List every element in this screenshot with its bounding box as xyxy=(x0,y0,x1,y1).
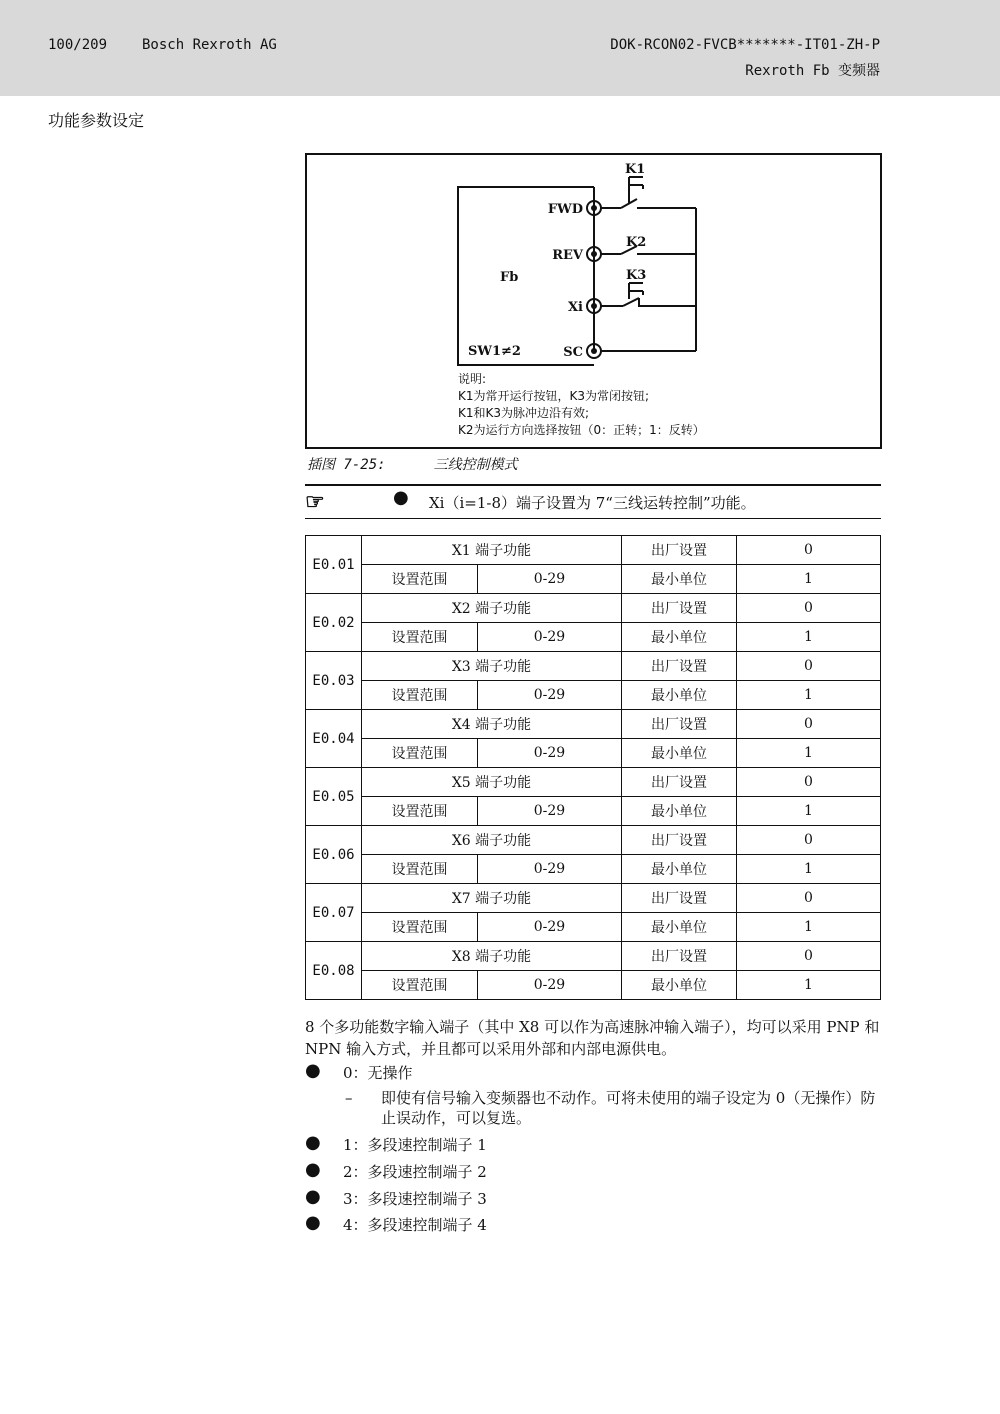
page-number: 100/209 xyxy=(48,37,108,53)
k1-label: K1 xyxy=(625,162,646,177)
range-label: 设置范围 xyxy=(362,913,478,942)
list-item-text: 1：多段速控制端子 1 xyxy=(343,1136,487,1154)
range-label: 设置范围 xyxy=(362,681,478,710)
wiring-figure xyxy=(305,153,882,449)
pointing-hand-icon: ☞ xyxy=(305,489,325,515)
factory-value: 0 xyxy=(737,826,881,855)
rev-label: REV xyxy=(552,248,583,263)
param-function: X1 端子功能 xyxy=(362,536,622,565)
unit-value: 1 xyxy=(737,681,881,710)
note-bullet: ● xyxy=(393,487,409,508)
unit-value: 1 xyxy=(737,855,881,884)
note-text: Xi（i=1-8）端子设置为 7“三线运转控制”功能。 xyxy=(429,494,756,512)
table-row xyxy=(306,739,881,768)
table-row xyxy=(306,652,881,681)
notes-line-3: K2为运行方向选择按钮（0：正转；1：反转） xyxy=(458,423,705,437)
factory-value: 0 xyxy=(737,652,881,681)
table-row xyxy=(306,826,881,855)
table-row xyxy=(306,623,881,652)
param-function: X5 端子功能 xyxy=(362,768,622,797)
table-row xyxy=(306,797,881,826)
factory-value: 0 xyxy=(737,768,881,797)
table-row xyxy=(306,565,881,594)
param-function: X8 端子功能 xyxy=(362,942,622,971)
param-function: X3 端子功能 xyxy=(362,652,622,681)
bullet-icon: ● xyxy=(305,1132,321,1153)
k3-button xyxy=(629,283,643,299)
body-paragraph: 8 个多功能数字输入端子（其中 X8 可以作为高速脉冲输入端子），均可以采用 PNP 和 NPN 输入方式，并且都可以采用外部和内部电源供电。 xyxy=(305,1018,880,1058)
range-label: 设置范围 xyxy=(362,739,478,768)
unit-label: 最小单位 xyxy=(622,913,737,942)
sc-label: SC xyxy=(563,345,583,360)
unit-label: 最小单位 xyxy=(622,565,737,594)
sub-list-item-text: 即使有信号输入变频器也不动作。可将未使用的端子设定为 0（无操作）防止误动作，可以复选。 xyxy=(381,1089,876,1127)
table-row xyxy=(306,971,881,1000)
factory-value: 0 xyxy=(737,710,881,739)
bullet-icon: ● xyxy=(305,1186,321,1207)
unit-value: 1 xyxy=(737,913,881,942)
list-item-text: 4：多段速控制端子 4 xyxy=(343,1216,487,1234)
unit-label: 最小单位 xyxy=(622,623,737,652)
factory-label: 出厂设置 xyxy=(622,594,737,623)
param-code: E0.01 xyxy=(306,536,362,594)
wiring-diagram xyxy=(307,155,880,447)
table-row xyxy=(306,942,881,971)
fb-label: Fb xyxy=(500,270,519,285)
fwd-label: FWD xyxy=(547,202,583,217)
list-item-text: 0：无操作 xyxy=(343,1064,413,1082)
factory-value: 0 xyxy=(737,536,881,565)
k3-label: K3 xyxy=(626,268,647,283)
unit-label: 最小单位 xyxy=(622,971,737,1000)
param-function: X4 端子功能 xyxy=(362,710,622,739)
caption-number: 插图 7-25: xyxy=(307,457,386,473)
param-code: E0.08 xyxy=(306,942,362,1000)
page-header xyxy=(0,0,1000,96)
sc-terminal-dot xyxy=(591,348,597,354)
factory-label: 出厂设置 xyxy=(622,768,737,797)
unit-value: 1 xyxy=(737,623,881,652)
param-code: E0.04 xyxy=(306,710,362,768)
range-label: 设置范围 xyxy=(362,797,478,826)
table-row xyxy=(306,855,881,884)
table-row xyxy=(306,536,881,565)
factory-value: 0 xyxy=(737,942,881,971)
table-row xyxy=(306,884,881,913)
factory-value: 0 xyxy=(737,594,881,623)
factory-label: 出厂设置 xyxy=(622,710,737,739)
note-bar xyxy=(305,484,881,519)
unit-value: 1 xyxy=(737,797,881,826)
unit-label: 最小单位 xyxy=(622,681,737,710)
param-code: E0.03 xyxy=(306,652,362,710)
notes-line-1: K1为常开运行按钮，K3为常闭按钮; xyxy=(458,389,650,403)
document-id: DOK-RCON02-FVCB*******-IT01-ZH-P xyxy=(610,37,880,53)
factory-label: 出厂设置 xyxy=(622,826,737,855)
unit-label: 最小单位 xyxy=(622,797,737,826)
rev-terminal-dot xyxy=(591,251,597,257)
param-code: E0.05 xyxy=(306,768,362,826)
bullet-icon: ● xyxy=(305,1159,321,1180)
factory-label: 出厂设置 xyxy=(622,536,737,565)
parameter-table xyxy=(305,535,881,1000)
param-function: X6 端子功能 xyxy=(362,826,622,855)
range-label: 设置范围 xyxy=(362,565,478,594)
product-name: Rexroth Fb 变频器 xyxy=(745,63,880,79)
caption-title: 三线控制模式 xyxy=(433,457,518,473)
param-function: X7 端子功能 xyxy=(362,884,622,913)
notes-line-2: K1和K3为脉冲边沿有效; xyxy=(458,406,590,420)
xi-terminal-dot xyxy=(591,303,597,309)
factory-value: 0 xyxy=(737,884,881,913)
company-name: Bosch Rexroth AG xyxy=(142,37,277,53)
range-value: 0-29 xyxy=(478,913,622,942)
factory-label: 出厂设置 xyxy=(622,652,737,681)
notes-title: 说明: xyxy=(458,372,487,386)
range-label: 设置范围 xyxy=(362,623,478,652)
k3-switch xyxy=(623,298,639,306)
bullet-icon: ● xyxy=(305,1060,321,1081)
factory-label: 出厂设置 xyxy=(622,942,737,971)
param-code: E0.07 xyxy=(306,884,362,942)
sw-label: SW1≠2 xyxy=(468,344,521,359)
range-value: 0-29 xyxy=(478,739,622,768)
dash-icon: – xyxy=(345,1089,353,1107)
param-code: E0.06 xyxy=(306,826,362,884)
range-value: 0-29 xyxy=(478,623,622,652)
list-item-text: 2：多段速控制端子 2 xyxy=(343,1163,487,1181)
fwd-terminal-dot xyxy=(591,205,597,211)
table-row xyxy=(306,594,881,623)
section-title: 功能参数设定 xyxy=(48,111,145,130)
range-value: 0-29 xyxy=(478,971,622,1000)
table-row xyxy=(306,913,881,942)
factory-label: 出厂设置 xyxy=(622,884,737,913)
xi-label: Xi xyxy=(567,300,583,315)
unit-label: 最小单位 xyxy=(622,855,737,884)
xi-wire-right xyxy=(639,298,696,306)
table-row xyxy=(306,710,881,739)
range-value: 0-29 xyxy=(478,855,622,884)
table-row xyxy=(306,768,881,797)
range-value: 0-29 xyxy=(478,797,622,826)
figure-caption xyxy=(307,454,518,474)
range-label: 设置范围 xyxy=(362,971,478,1000)
k2-label: K2 xyxy=(626,235,647,250)
range-label: 设置范围 xyxy=(362,855,478,884)
list-item-text: 3：多段速控制端子 3 xyxy=(343,1190,487,1208)
unit-value: 1 xyxy=(737,739,881,768)
param-code: E0.02 xyxy=(306,594,362,652)
range-value: 0-29 xyxy=(478,681,622,710)
unit-label: 最小单位 xyxy=(622,739,737,768)
unit-value: 1 xyxy=(737,565,881,594)
bullet-icon: ● xyxy=(305,1212,321,1233)
range-value: 0-29 xyxy=(478,565,622,594)
unit-value: 1 xyxy=(737,971,881,1000)
table-row xyxy=(306,681,881,710)
param-function: X2 端子功能 xyxy=(362,594,622,623)
